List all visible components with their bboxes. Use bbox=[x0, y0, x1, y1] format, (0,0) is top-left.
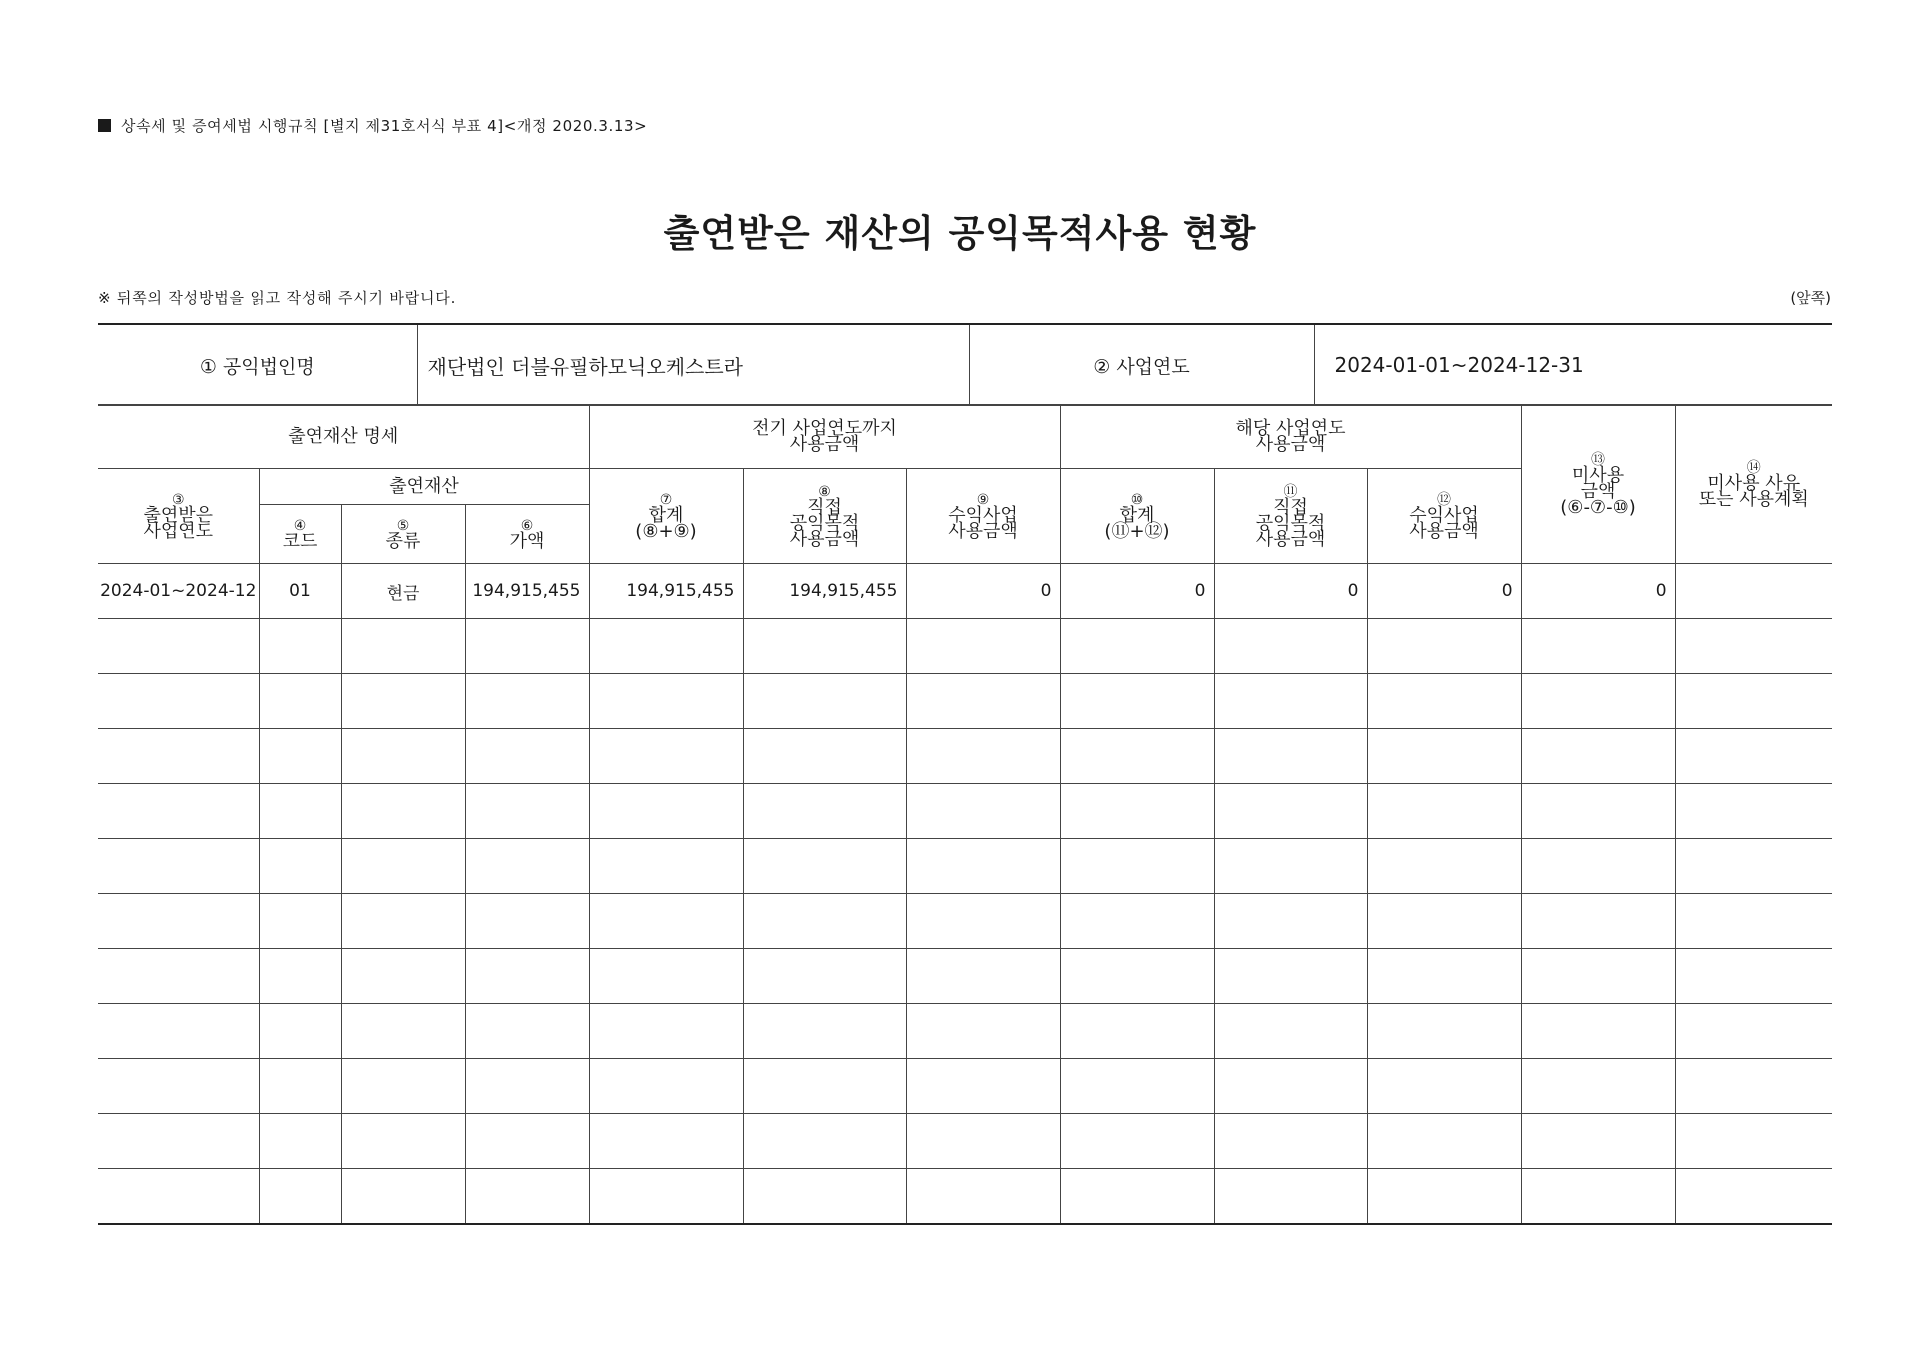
header-c12-line1: 수익사업 bbox=[1409, 505, 1479, 526]
header-c7-num: ⑦ bbox=[659, 492, 673, 508]
table-cell-c3 bbox=[98, 1059, 259, 1114]
table-cell-c13 bbox=[1521, 1004, 1675, 1059]
table-cell-c5 bbox=[341, 839, 465, 894]
table-cell-c7 bbox=[589, 1114, 743, 1169]
table-cell-c6 bbox=[465, 1169, 589, 1225]
table-cell-c3 bbox=[98, 1114, 259, 1169]
table-cell-c8 bbox=[743, 674, 906, 729]
table-cell-c11 bbox=[1214, 1059, 1367, 1114]
table-cell-c7 bbox=[589, 1059, 743, 1114]
instruction-note: ※ 뒤쪽의 작성방법을 읽고 작성해 주시기 바랍니다. bbox=[98, 289, 457, 307]
table-cell-c6 bbox=[465, 1059, 589, 1114]
table-cell-c5 bbox=[341, 1169, 465, 1225]
table-cell-c8 bbox=[743, 839, 906, 894]
table-cell-c7 bbox=[589, 619, 743, 674]
table-cell-c14 bbox=[1675, 619, 1832, 674]
table-row bbox=[98, 1169, 1832, 1225]
table-cell-c3 bbox=[98, 784, 259, 839]
table-row bbox=[98, 784, 1832, 839]
table-cell-c11 bbox=[1214, 839, 1367, 894]
header-c5-line1: 종류 bbox=[385, 531, 421, 552]
header-c11-num: ⑪ bbox=[1283, 484, 1298, 500]
table-cell-c10 bbox=[1060, 784, 1214, 839]
header-c9-line1: 수익사업 bbox=[948, 505, 1018, 526]
table-cell-c12 bbox=[1367, 839, 1521, 894]
table-row bbox=[98, 619, 1832, 674]
corp-info-table bbox=[98, 323, 1832, 406]
table-cell-c6 bbox=[465, 894, 589, 949]
table-cell-c7 bbox=[589, 1169, 743, 1225]
table-cell-c11: 0 bbox=[1214, 564, 1367, 619]
header-c7 bbox=[589, 469, 743, 564]
table-cell-c13 bbox=[1521, 619, 1675, 674]
table-row bbox=[98, 674, 1832, 729]
table-cell-c11 bbox=[1214, 784, 1367, 839]
header-c11-line3: 사용금액 bbox=[1255, 529, 1326, 550]
table-cell-c4 bbox=[259, 1169, 341, 1225]
header-c14-num: ⑭ bbox=[1746, 460, 1761, 476]
table-cell-c7: 194,915,455 bbox=[589, 564, 743, 619]
table-cell-c4 bbox=[259, 784, 341, 839]
table-cell-c14 bbox=[1675, 894, 1832, 949]
table-cell-c9 bbox=[906, 674, 1060, 729]
table-cell-c5 bbox=[341, 894, 465, 949]
header-asset: 출연재산 bbox=[259, 469, 589, 505]
table-row bbox=[98, 1114, 1832, 1169]
table-row bbox=[98, 1059, 1832, 1114]
table-cell-c9 bbox=[906, 729, 1060, 784]
table-cell-c13 bbox=[1521, 839, 1675, 894]
table-cell-c13 bbox=[1521, 1169, 1675, 1225]
table-cell-c14 bbox=[1675, 1169, 1832, 1225]
table-cell-c6 bbox=[465, 784, 589, 839]
table-cell-c3 bbox=[98, 1004, 259, 1059]
table-cell-c9 bbox=[906, 784, 1060, 839]
usage-table bbox=[98, 404, 1832, 1225]
table-cell-c6 bbox=[465, 1004, 589, 1059]
table-cell-c3 bbox=[98, 619, 259, 674]
header-c7-line1: 합계 bbox=[648, 505, 684, 526]
table-cell-c12 bbox=[1367, 1059, 1521, 1114]
table-cell-c14 bbox=[1675, 1004, 1832, 1059]
table-cell-c10 bbox=[1060, 1114, 1214, 1169]
table-cell-c10 bbox=[1060, 1169, 1214, 1225]
table-cell-c11 bbox=[1214, 1114, 1367, 1169]
table-cell-c8 bbox=[743, 894, 906, 949]
table-cell-c7 bbox=[589, 729, 743, 784]
table-cell-c7 bbox=[589, 839, 743, 894]
header-c4-num: ④ bbox=[293, 518, 307, 534]
table-cell-c6: 194,915,455 bbox=[465, 564, 589, 619]
table-cell-c4: 01 bbox=[259, 564, 341, 619]
table-cell-c7 bbox=[589, 784, 743, 839]
table-row bbox=[98, 1004, 1832, 1059]
table-cell-c9 bbox=[906, 1059, 1060, 1114]
page-title: 출연받은 재산의 공익목적사용 현황 bbox=[663, 212, 1257, 255]
table-cell-c4 bbox=[259, 1004, 341, 1059]
table-cell-c6 bbox=[465, 729, 589, 784]
header-c4 bbox=[259, 505, 341, 564]
table-cell-c11 bbox=[1214, 619, 1367, 674]
table-cell-c14 bbox=[1675, 839, 1832, 894]
header-c12 bbox=[1367, 469, 1521, 564]
header-c10 bbox=[1060, 469, 1214, 564]
table-cell-c14 bbox=[1675, 949, 1832, 1004]
table-cell-c5 bbox=[341, 784, 465, 839]
table-cell-c6 bbox=[465, 839, 589, 894]
table-cell-c8 bbox=[743, 619, 906, 674]
table-cell-c3 bbox=[98, 1169, 259, 1225]
table-cell-c5: 현금 bbox=[341, 564, 465, 619]
header-c13-num: ⑬ bbox=[1591, 452, 1606, 468]
table-cell-c8 bbox=[743, 1059, 906, 1114]
table-cell-c7 bbox=[589, 949, 743, 1004]
header-c3-line2: 사업연도 bbox=[143, 521, 214, 542]
table-cell-c13 bbox=[1521, 1059, 1675, 1114]
table-cell-c4 bbox=[259, 894, 341, 949]
header-c8-line1: 직접 bbox=[807, 497, 842, 518]
table-cell-c4 bbox=[259, 1114, 341, 1169]
table-cell-c6 bbox=[465, 619, 589, 674]
header-group-detail: 출연재산 명세 bbox=[98, 405, 589, 469]
table-cell-c12 bbox=[1367, 894, 1521, 949]
table-cell-c10 bbox=[1060, 839, 1214, 894]
header-c13-line3: (⑥-⑦-⑩) bbox=[1560, 497, 1636, 518]
table-cell-c3 bbox=[98, 729, 259, 784]
table-cell-c11 bbox=[1214, 894, 1367, 949]
table-cell-c12 bbox=[1367, 1004, 1521, 1059]
header-c12-num: ⑫ bbox=[1437, 492, 1451, 508]
table-cell-c5 bbox=[341, 1059, 465, 1114]
table-cell-c4 bbox=[259, 949, 341, 1004]
header-c9-line2: 사용금액 bbox=[948, 521, 1018, 542]
table-row bbox=[98, 729, 1832, 784]
table-cell-c10 bbox=[1060, 1059, 1214, 1114]
table-row bbox=[98, 564, 1832, 619]
table-row bbox=[98, 839, 1832, 894]
table-cell-c6 bbox=[465, 1114, 589, 1169]
table-cell-c10 bbox=[1060, 619, 1214, 674]
header-group-curr-line2: 사용금액 bbox=[1255, 433, 1326, 455]
header-c3-line1: 출연받은 bbox=[143, 505, 214, 526]
header-group-curr bbox=[1060, 405, 1521, 469]
header-c14-line1: 미사용 사유 bbox=[1707, 473, 1801, 494]
table-cell-c8: 194,915,455 bbox=[743, 564, 906, 619]
table-cell-c14 bbox=[1675, 729, 1832, 784]
table-cell-c8 bbox=[743, 949, 906, 1004]
biz-year-label: ② 사업연도 bbox=[969, 324, 1314, 406]
header-c10-line2: (⑪+⑫) bbox=[1104, 521, 1170, 542]
table-cell-c14 bbox=[1675, 674, 1832, 729]
table-cell-c6 bbox=[465, 949, 589, 1004]
header-c10-num: ⑩ bbox=[1130, 492, 1144, 508]
header-c8-line2: 공익목적 bbox=[789, 513, 860, 534]
header-c11 bbox=[1214, 469, 1367, 564]
table-cell-c9: 0 bbox=[906, 564, 1060, 619]
table-cell-c12 bbox=[1367, 619, 1521, 674]
table-cell-c9 bbox=[906, 839, 1060, 894]
table-cell-c6 bbox=[465, 674, 589, 729]
corp-name-label: ① 공익법인명 bbox=[98, 324, 417, 406]
table-cell-c11 bbox=[1214, 729, 1367, 784]
table-cell-c4 bbox=[259, 729, 341, 784]
header-c3-num: ③ bbox=[171, 492, 185, 508]
table-cell-c12 bbox=[1367, 729, 1521, 784]
header-c13 bbox=[1521, 405, 1675, 564]
header-c6-line1: 가액 bbox=[509, 531, 545, 552]
table-cell-c9 bbox=[906, 619, 1060, 674]
table-cell-c12 bbox=[1367, 674, 1521, 729]
table-cell-c11 bbox=[1214, 674, 1367, 729]
table-cell-c12 bbox=[1367, 1169, 1521, 1225]
table-cell-c5 bbox=[341, 1114, 465, 1169]
table-cell-c8 bbox=[743, 1169, 906, 1225]
table-cell-c14 bbox=[1675, 1059, 1832, 1114]
table-cell-c3 bbox=[98, 894, 259, 949]
header-c6 bbox=[465, 505, 589, 564]
table-cell-c10: 0 bbox=[1060, 564, 1214, 619]
header-c8-num: ⑧ bbox=[818, 484, 831, 500]
table-cell-c3: 2024-01~2024-12 bbox=[98, 564, 259, 619]
table-cell-c14 bbox=[1675, 1114, 1832, 1169]
header-group-prev-line2: 사용금액 bbox=[789, 433, 860, 455]
header-c5-num: ⑤ bbox=[396, 518, 410, 534]
table-row bbox=[98, 949, 1832, 1004]
header-c4-line1: 코드 bbox=[282, 531, 318, 552]
table-cell-c13 bbox=[1521, 1114, 1675, 1169]
table-cell-c8 bbox=[743, 1114, 906, 1169]
header-c9 bbox=[906, 469, 1060, 564]
table-cell-c7 bbox=[589, 894, 743, 949]
table-cell-c13 bbox=[1521, 784, 1675, 839]
table-cell-c13 bbox=[1521, 894, 1675, 949]
page-side-label: (앞쪽) bbox=[1790, 289, 1831, 307]
table-cell-c7 bbox=[589, 1004, 743, 1059]
table-cell-c12 bbox=[1367, 784, 1521, 839]
table-cell-c4 bbox=[259, 1059, 341, 1114]
table-cell-c5 bbox=[341, 729, 465, 784]
table-row bbox=[98, 894, 1832, 949]
header-c12-line2: 사용금액 bbox=[1409, 521, 1479, 542]
header-c11-line2: 공익목적 bbox=[1255, 513, 1326, 534]
header-c6-num: ⑥ bbox=[520, 518, 534, 534]
table-cell-c3 bbox=[98, 674, 259, 729]
table-cell-c11 bbox=[1214, 949, 1367, 1004]
table-cell-c12 bbox=[1367, 949, 1521, 1004]
header-c5 bbox=[341, 505, 465, 564]
header-c8-line3: 사용금액 bbox=[789, 529, 860, 550]
table-cell-c4 bbox=[259, 619, 341, 674]
header-group-curr-line1: 해당 사업연도 bbox=[1235, 417, 1346, 439]
table-cell-c13 bbox=[1521, 729, 1675, 784]
table-cell-c9 bbox=[906, 1169, 1060, 1225]
table-cell-c10 bbox=[1060, 1004, 1214, 1059]
table-cell-c5 bbox=[341, 949, 465, 1004]
table-cell-c10 bbox=[1060, 894, 1214, 949]
header-c8 bbox=[743, 469, 906, 564]
table-cell-c7 bbox=[589, 674, 743, 729]
table-cell-c11 bbox=[1214, 1169, 1367, 1225]
biz-year-value: 2024-01-01~2024-12-31 bbox=[1314, 324, 1832, 406]
table-cell-c5 bbox=[341, 674, 465, 729]
table-cell-c13 bbox=[1521, 949, 1675, 1004]
header-c7-line2: (⑧+⑨) bbox=[635, 521, 697, 542]
table-cell-c4 bbox=[259, 674, 341, 729]
table-cell-c10 bbox=[1060, 674, 1214, 729]
law-reference-text: 상속세 및 증여세법 시행규칙 [별지 제31호서식 부표 4]<개정 2020.3.13> bbox=[121, 117, 648, 135]
header-c13-line2: 금액 bbox=[1580, 481, 1616, 502]
table-cell-c4 bbox=[259, 839, 341, 894]
table-cell-c9 bbox=[906, 894, 1060, 949]
table-cell-c5 bbox=[341, 619, 465, 674]
header-c10-line1: 합계 bbox=[1119, 505, 1155, 526]
table-cell-c13: 0 bbox=[1521, 564, 1675, 619]
table-cell-c10 bbox=[1060, 729, 1214, 784]
table-cell-c9 bbox=[906, 1004, 1060, 1059]
header-c3 bbox=[98, 469, 259, 564]
header-group-prev-line1: 전기 사업연도까지 bbox=[752, 417, 897, 439]
table-cell-c12: 0 bbox=[1367, 564, 1521, 619]
header-c9-num: ⑨ bbox=[976, 492, 990, 508]
table-cell-c8 bbox=[743, 1004, 906, 1059]
table-cell-c9 bbox=[906, 1114, 1060, 1169]
table-cell-c10 bbox=[1060, 949, 1214, 1004]
table-cell-c8 bbox=[743, 784, 906, 839]
table-cell-c9 bbox=[906, 949, 1060, 1004]
table-cell-c13 bbox=[1521, 674, 1675, 729]
law-reference bbox=[98, 115, 647, 136]
header-c11-line1: 직접 bbox=[1273, 497, 1308, 518]
table-cell-c3 bbox=[98, 949, 259, 1004]
header-group-prev bbox=[589, 405, 1060, 469]
table-cell-c5 bbox=[341, 1004, 465, 1059]
square-bullet-icon bbox=[98, 119, 111, 132]
table-cell-c3 bbox=[98, 839, 259, 894]
table-cell-c12 bbox=[1367, 1114, 1521, 1169]
table-cell-c14 bbox=[1675, 784, 1832, 839]
header-c14-line2: 또는 사용계획 bbox=[1698, 489, 1809, 510]
header-c14 bbox=[1675, 405, 1832, 564]
header-c13-line1: 미사용 bbox=[1571, 465, 1625, 486]
table-cell-c14 bbox=[1675, 564, 1832, 619]
corp-name-value: 재단법인 더블유필하모닉오케스트라 bbox=[417, 324, 969, 406]
table-cell-c11 bbox=[1214, 1004, 1367, 1059]
table-cell-c8 bbox=[743, 729, 906, 784]
